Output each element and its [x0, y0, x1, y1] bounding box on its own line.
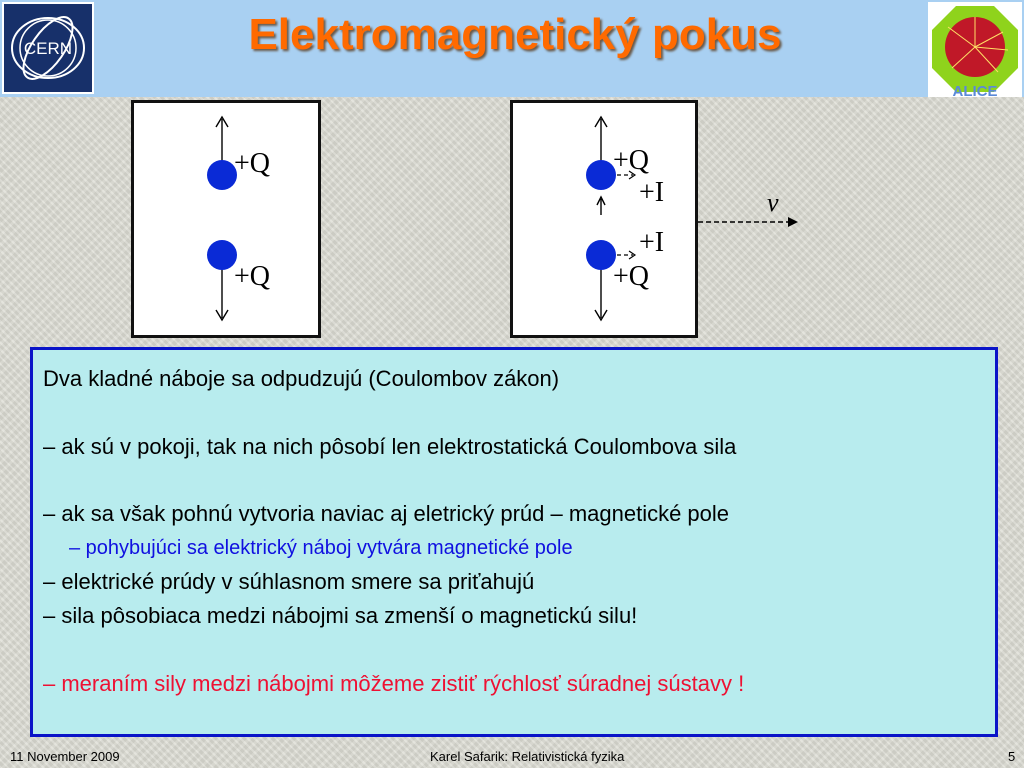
- right-top-charge-label: +Q: [613, 145, 650, 176]
- text-line-5: – elektrické prúdy v súhlasnom smere sa priťahujú: [43, 569, 535, 594]
- right-top-charge: [586, 160, 616, 190]
- left-bottom-charge-label: +Q: [234, 261, 271, 292]
- alice-logo-text: ALICE: [952, 83, 998, 97]
- left-diagram-arrows: [134, 103, 318, 335]
- right-top-current-label: +I: [639, 177, 665, 208]
- velocity-arrow: [696, 212, 806, 232]
- left-top-charge: [207, 160, 237, 190]
- explanation-box: [30, 347, 998, 737]
- left-bottom-charge: [207, 240, 237, 270]
- page-title: Elektromagnetický pokus: [248, 10, 782, 59]
- text-line-2: – ak sú v pokoji, tak na nich pôsobí len elektrostatická Coulombova sila: [43, 434, 737, 459]
- right-diagram-box: [510, 100, 698, 338]
- text-line-3: – ak sa však pohnú vytvoria naviac aj eletrický prúd – magnetické pole: [43, 501, 730, 526]
- velocity-label: v: [767, 188, 779, 217]
- right-bottom-charge: [586, 240, 616, 270]
- alice-logo-graphic: [928, 2, 1022, 97]
- cern-logo-text: CERN: [23, 39, 73, 58]
- text-line-6: – sila pôsobiaca medzi nábojmi sa zmenší o magnetickú silu!: [43, 603, 638, 628]
- footer-page-number: 5: [1008, 749, 1016, 764]
- cern-logo: [2, 2, 94, 94]
- alice-logo: [928, 2, 1022, 97]
- right-bottom-charge-label: +Q: [613, 261, 650, 292]
- cern-logo-graphic: [4, 4, 92, 92]
- left-diagram-box: [131, 100, 321, 338]
- right-diagram-arrows: [513, 103, 695, 335]
- footer-author: Karel Safarik: Relativistická fyzika: [430, 749, 625, 764]
- text-line-4: – pohybujúci sa elektrický náboj vytvára magnetické pole: [69, 537, 573, 559]
- text-line-1: Dva kladné náboje sa odpudzujú (Coulombov zákon): [43, 366, 560, 391]
- left-top-charge-label: +Q: [234, 148, 271, 179]
- footer-date: 11 November 2009: [10, 749, 120, 764]
- right-bottom-current-label: +I: [639, 227, 665, 258]
- text-line-7: – meraním sily medzi nábojmi môžeme zistiť rýchlosť súradnej sústavy !: [43, 671, 745, 696]
